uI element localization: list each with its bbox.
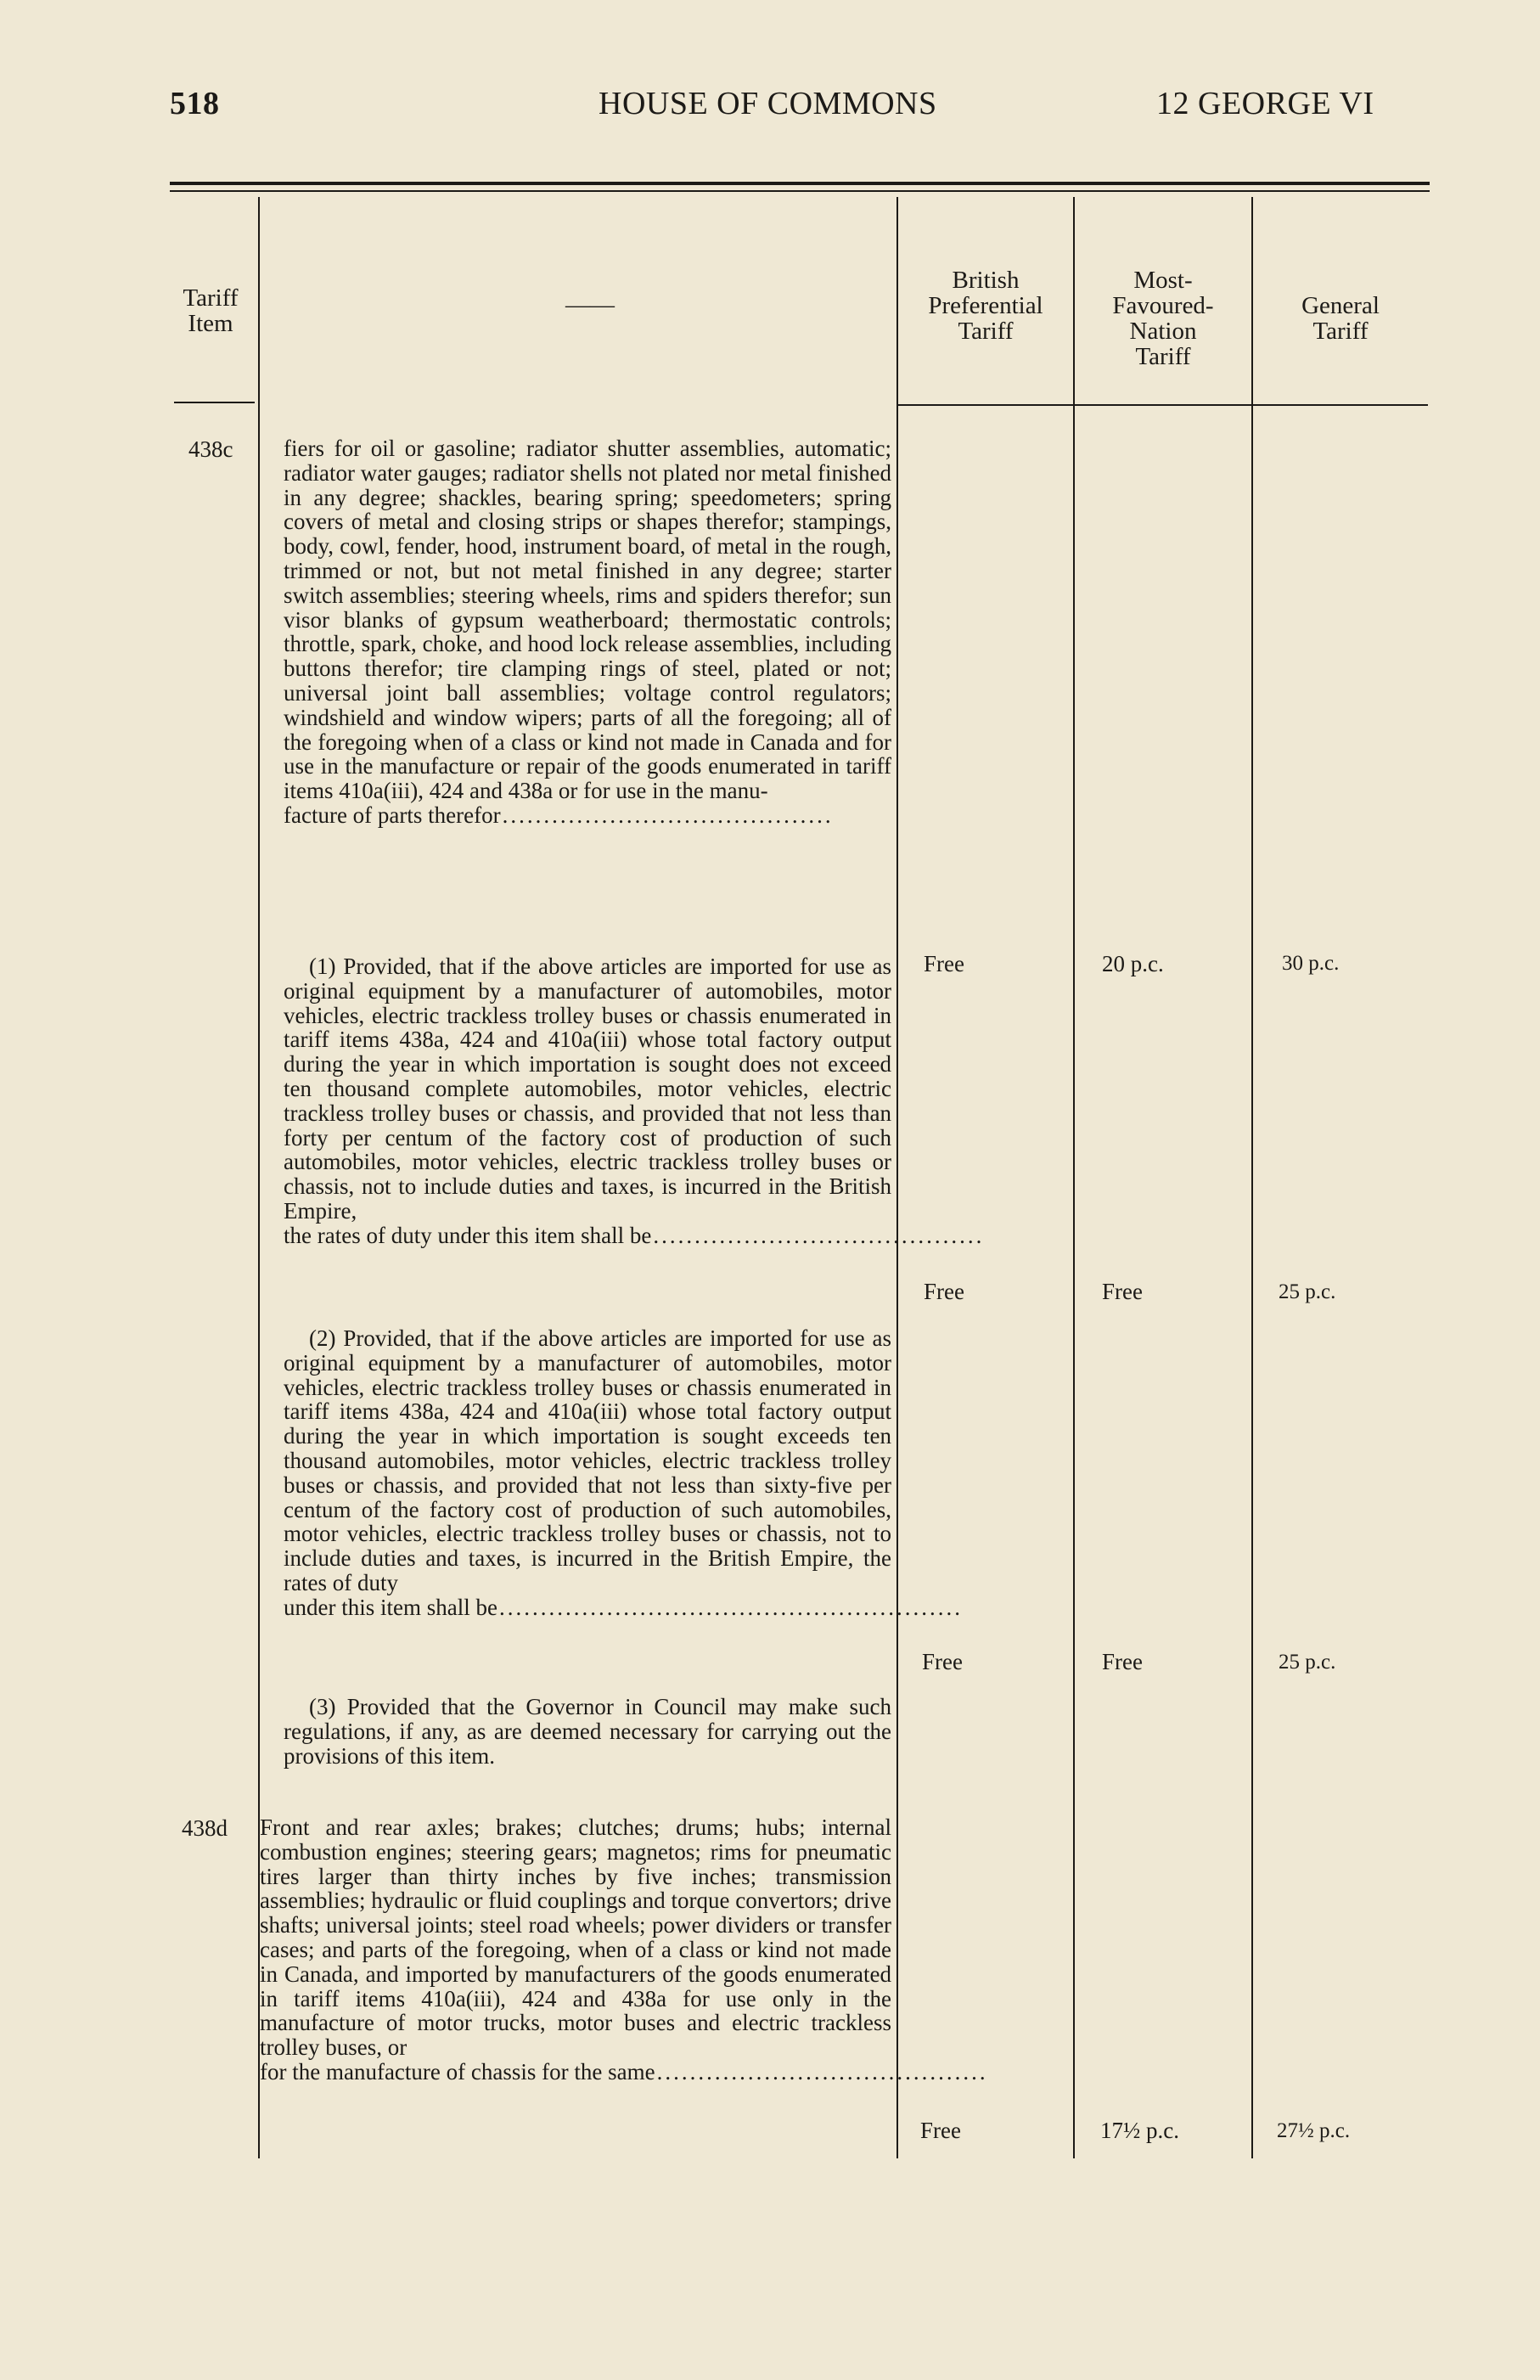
rate-general: 25 p.c. [1279, 1280, 1336, 1303]
rate-mfn: 17½ p.c. [1100, 2118, 1179, 2143]
col-head-mfn: Most- Favoured- Nation Tariff [1112, 267, 1214, 370]
col-divider-3 [1073, 197, 1075, 2158]
col-head-general: General Tariff [1301, 292, 1380, 345]
rate-general: 25 p.c. [1279, 1651, 1336, 1674]
rate-british: Free [924, 1279, 964, 1304]
proviso-2: (2) Provided, that if the above articles are imported for use as original equipment by a manufacturer of automobiles, motor vehicles, electric trackless trolley buses or chassis enumerated in tariff items 438a, 424 and 410a(iii) whose total factory output during the year in which importation is sought exceeds ten thousand automobiles, motor vehicles, electric trackless trolley buses or chassis, and provided that not less than sixty-five per centum of the factory cost of production of such automobiles, motor vehicles, electric trackless trolley buses or chassis, not to include duties and taxes, is incurred in the British Empire, the rates of duty under this item shall be ........................................................ [284, 1325, 963, 1620]
rate-british: Free [924, 951, 964, 976]
col-head-item: Tariff Item [183, 284, 239, 337]
col-head-description: —— [565, 291, 615, 318]
page-number: 518 [170, 86, 220, 121]
top-rule-thick [170, 182, 1430, 185]
item-number: 438c [188, 436, 233, 462]
item-number: 438d [182, 1815, 228, 1841]
rate-british: Free [920, 2118, 961, 2143]
col-head-british: British Preferential Tariff [928, 267, 1043, 345]
reign-label: 12 GEORGE VI [1156, 86, 1374, 121]
rate-general: 27½ p.c. [1277, 2119, 1351, 2142]
header-rule-right [898, 404, 1428, 406]
top-rule-thin [170, 190, 1430, 192]
col-divider-4 [1251, 197, 1253, 2158]
rate-mfn: Free [1102, 1279, 1143, 1304]
rate-mfn: Free [1102, 1649, 1143, 1674]
col-divider-2 [896, 197, 898, 2158]
proviso-3: (3) Provided that the Governor in Council may make such regulations, if any, as are deemed necessary for carrying out the provisions of this item. [284, 1694, 891, 1769]
item-description: Front and rear axles; brakes; clutches; drums; hubs; internal combustion engines; steering gears; magnetos; rims for pneumatic tires larger than thirty inches by five inches; transmission assemblies; hydraulic or fluid couplings and torque convertors; drive shafts; universal joints; steel road wheels; power dividers or transfer cases; and parts of the foregoing, when of a class or kind not made in Canada, and imported by manufacturers of the goods enumerated in tariff items 410a(iii), 424 and 438a for use only in the manufacture of motor trucks, motor buses and electric trackless trolley buses, or for the manufacture of chassis for the same ........................................ [260, 1815, 988, 2085]
item-description: fiers for oil or gasoline; radiator shutter assemblies, automatic; radiator water gauges; radiator shells not plated nor metal finished in any degree; shackles, bearing spring; speedometers; spring covers of metal and closing strips or shapes therefor; stampings, body, cowl, fender, hood, instrument board, of metal in the rough, trimmed or not, but not metal finished in any degree; starter switch assemblies; steering wheels, rims and spiders therefor; sun visor blanks of gypsum weatherboard; thermostatic controls; throttle, spark, choke, and hood lock release assemblies, including buttons therefor; tire clamping rings of steel, plated or not; universal joint ball assemblies; voltage control regulators; windshield and window wipers; parts of all the foregoing; all of the foregoing when of a class or kind not made in Canada and for use in the manufacture or repair of the goods enumerated in tariff items 410a(iii), 424 and 438a or for use in the manu- facture of parts therefor ........................................ [284, 436, 892, 828]
rate-british: Free [922, 1649, 963, 1674]
proviso-1: (1) Provided, that if the above articles are imported for use as original equipment by a manufacturer of automobiles, motor vehicles, electric trackless trolley buses or chassis enumerated in tariff items 438a, 424 and 410a(iii) whose total factory output during the year in which importation is sought does not exceed ten thousand complete automobiles, motor vehicles, electric trackless trolley buses or chassis, and provided that not less than forty per centum of the factory cost of production of such automobiles, motor vehicles, electric trackless trolley buses or chassis, not to include duties and taxes, is incurred in the British Empire, the rates of duty under this item shall be ........................................ [284, 954, 985, 1248]
rate-mfn: 20 p.c. [1102, 951, 1164, 976]
page-title: HOUSE OF COMMONS [599, 86, 937, 121]
rate-general: 30 p.c. [1282, 952, 1340, 975]
header-rule-left [174, 402, 255, 403]
